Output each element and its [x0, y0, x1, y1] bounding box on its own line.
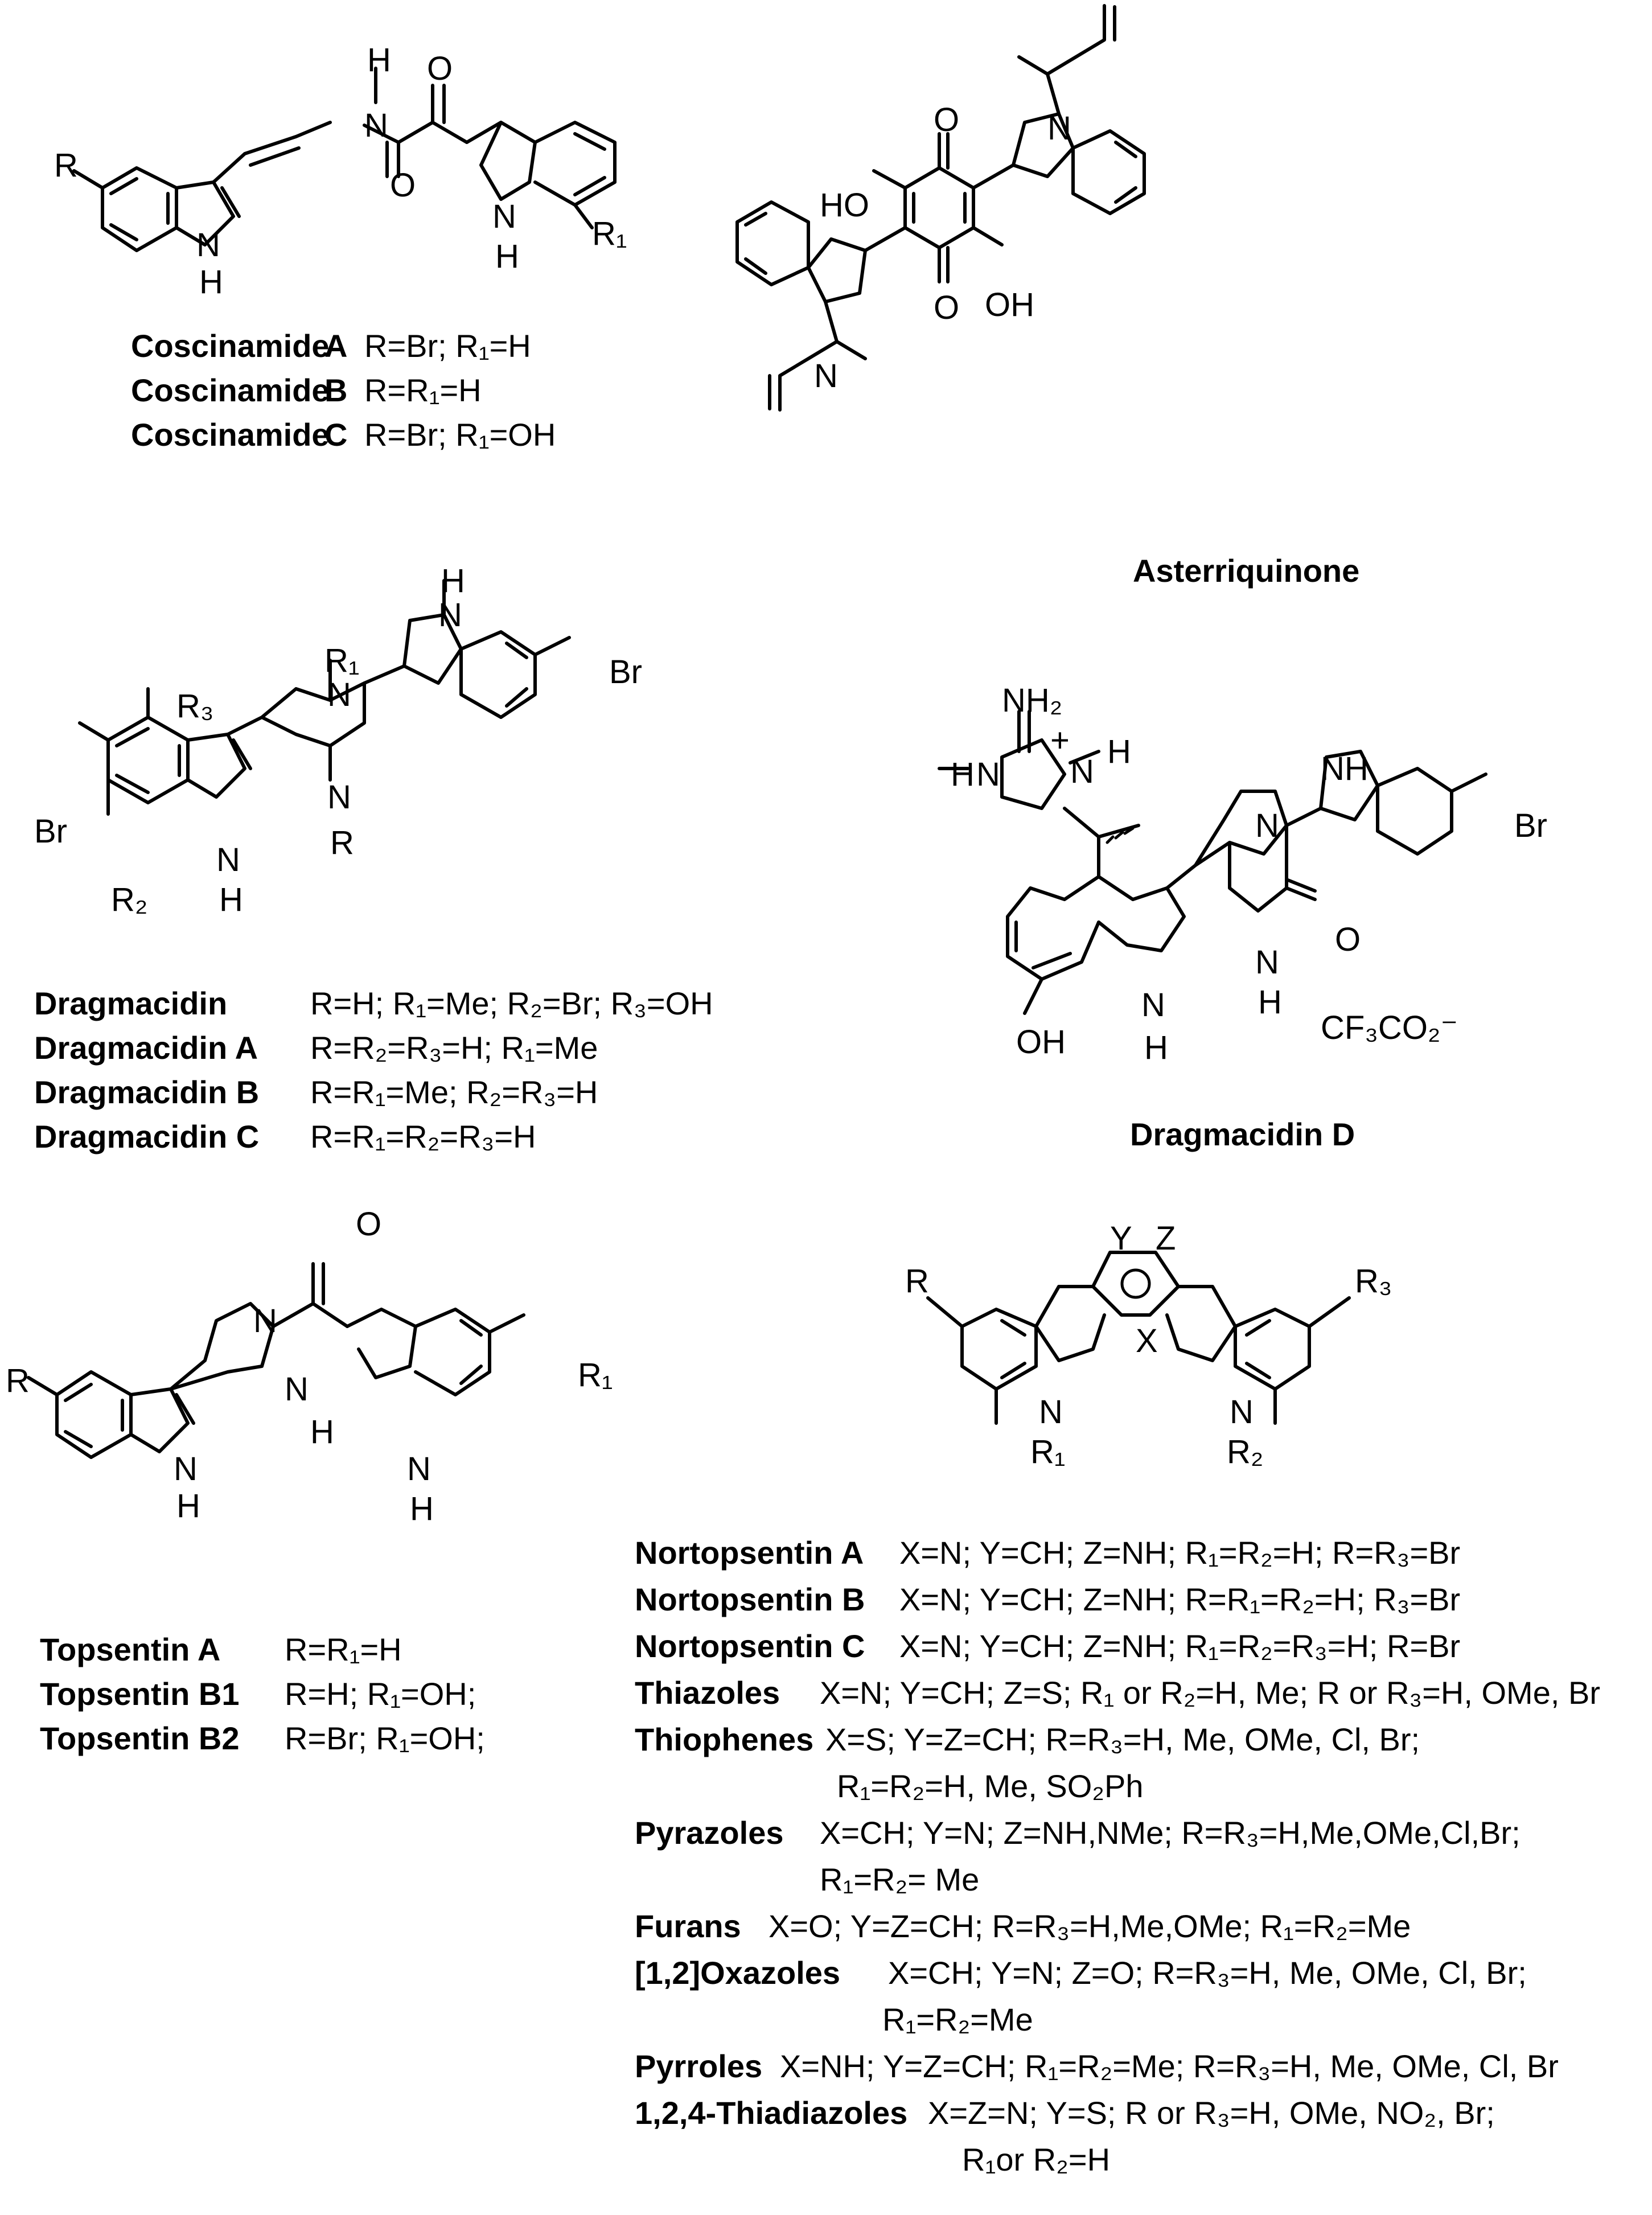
- compound-name: Coscinamide: [131, 417, 330, 453]
- compound-class-name: 1,2,4-Thiadiazoles: [635, 2095, 908, 2131]
- charge-plus-label: +: [1050, 722, 1070, 759]
- atom-h-label: H: [495, 238, 519, 275]
- compound-name: Topsentin B1: [40, 1676, 240, 1712]
- substituent-text: R₁=R₂=H, Me, SO₂Ph: [837, 1768, 1144, 1804]
- atom-n-label: N: [976, 756, 1000, 793]
- atom-h-label: H: [1144, 1029, 1168, 1066]
- atom-br-label: Br: [1514, 807, 1547, 844]
- substituent-text: X=N; Y=CH; Z=S; R₁ or R₂=H, Me; R or R₃=H, OMe, Br: [820, 1675, 1600, 1711]
- atom-r1-label: R₁: [324, 642, 360, 679]
- atom-br-label: Br: [34, 813, 67, 850]
- atom-r1-label: R₁: [592, 215, 627, 252]
- atom-n-label: N: [253, 1302, 277, 1339]
- atom-r1-label: R₁: [1030, 1433, 1066, 1470]
- atom-h-label: H: [176, 1487, 200, 1524]
- coscinamide-structure: [74, 68, 615, 250]
- compound-class-name: Nortopsentin C: [635, 1628, 865, 1664]
- substituent-text: R₁or R₂=H: [962, 2142, 1111, 2177]
- substituent-text: X=CH; Y=N; Z=NH,NMe; R=R₃=H,Me,OMe,Cl,Br;: [820, 1815, 1521, 1851]
- atom-oh-label: OH: [985, 286, 1034, 323]
- dragmacidin-d-structure: [939, 712, 1486, 1013]
- atom-n-label: N: [1255, 944, 1279, 981]
- atom-o-label: O: [934, 289, 960, 326]
- atom-r2-label: R₂: [111, 881, 148, 918]
- atom-labels: [6, 42, 1547, 1527]
- substituent-text: R=R₁=H: [364, 372, 482, 408]
- compound-class-name: Thiophenes: [635, 1721, 814, 1757]
- atom-br-label: Br: [609, 654, 642, 691]
- atom-n-label: N: [814, 357, 838, 394]
- atom-nh2-label: NH₂: [1002, 682, 1063, 719]
- substituent-text: R=H; R₁=Me; R₂=Br; R₃=OH: [310, 985, 713, 1021]
- substituent-text: R₁=R₂=Me: [882, 2002, 1033, 2037]
- atom-h-label: H: [199, 264, 223, 301]
- compound-letter: A: [324, 328, 348, 364]
- atom-r3-label: R₃: [176, 688, 214, 725]
- substituent-text: X=CH; Y=N; Z=O; R=R₃=H, Me, OMe, Cl, Br;: [888, 1955, 1527, 1991]
- atom-n-label: N: [438, 597, 462, 634]
- atom-n-label: N: [1141, 987, 1165, 1024]
- atom-r3-label: R₃: [1355, 1263, 1392, 1300]
- atom-h-label: H: [410, 1490, 434, 1527]
- atom-n-label: N: [1255, 807, 1279, 844]
- compound-class-name: Thiazoles: [635, 1675, 780, 1711]
- atom-n-label: N: [327, 779, 351, 816]
- substituent-text: X=NH; Y=Z=CH; R₁=R₂=Me; R=R₃=H, Me, OMe, Cl, Br: [780, 2048, 1559, 2084]
- atom-n-label: N: [327, 676, 351, 713]
- atom-h-label: H: [310, 1413, 334, 1450]
- atom-n-label: N: [285, 1371, 309, 1408]
- atom-o-label: O: [427, 50, 453, 87]
- compound-name: Topsentin B2: [40, 1720, 240, 1756]
- atom-h-label: H: [367, 42, 391, 79]
- compound-name: Dragmacidin: [34, 985, 228, 1021]
- atom-h-label: H: [219, 881, 243, 918]
- dragmacidin-structure: [80, 581, 569, 814]
- atom-n-label: N: [1047, 110, 1071, 147]
- atom-n-label: N: [216, 841, 240, 878]
- compound-class-name: Nortopsentin A: [635, 1535, 864, 1571]
- substituent-text: R=H; R₁=OH;: [285, 1676, 476, 1712]
- compound-name: Coscinamide: [131, 372, 330, 408]
- asterriquinone-structure: [737, 6, 1144, 410]
- atom-o-label: O: [934, 101, 960, 138]
- atom-r2-label: R₂: [1227, 1433, 1264, 1470]
- substituent-text: R=Br; R₁=H: [364, 328, 531, 364]
- atom-r-label: R: [905, 1263, 929, 1300]
- atom-r1-label: R₁: [578, 1357, 613, 1394]
- substituent-text: R=R₂=R₃=H; R₁=Me: [310, 1030, 598, 1066]
- atom-ho-label: HO: [820, 187, 869, 224]
- compound-name: Topsentin A: [40, 1632, 221, 1667]
- counterion-label: CF₃CO₂⁻: [1321, 1009, 1458, 1046]
- compound-class-name: [1,2]Oxazoles: [635, 1955, 841, 1991]
- compound-name: Dragmacidin C: [34, 1119, 260, 1154]
- substituent-text: X=N; Y=CH; Z=NH; R₁=R₂=H; R=R₃=Br: [899, 1535, 1461, 1571]
- compound-class-name: Furans: [635, 1908, 741, 1944]
- atom-n-label: N: [1070, 753, 1094, 790]
- compound-name: Coscinamide: [131, 328, 330, 364]
- atom-n-label: N: [407, 1450, 431, 1487]
- atom-nh-label: NH: [1321, 750, 1369, 787]
- atom-o-label: O: [1335, 921, 1361, 958]
- atom-oh-label: OH: [1016, 1024, 1066, 1061]
- atom-h-label: H: [1258, 984, 1282, 1021]
- compound-name: Dragmacidin A: [34, 1030, 258, 1066]
- dragmacidin-d-caption: Dragmacidin D: [1130, 1116, 1355, 1152]
- substituent-text: X=Z=N; Y=S; R or R₃=H, OMe, NO₂, Br;: [928, 2095, 1495, 2131]
- topsentin-structure: [28, 1264, 524, 1457]
- atom-y-label: Y: [1110, 1220, 1132, 1257]
- compound-letter: B: [324, 372, 348, 408]
- atom-n-label: N: [1230, 1394, 1254, 1431]
- compound-class-name: Pyrroles: [635, 2048, 763, 2084]
- atom-r-label: R: [54, 147, 78, 184]
- substituent-text: R=R₁=Me; R₂=R₃=H: [310, 1074, 598, 1110]
- atom-x-label: X: [1136, 1322, 1158, 1359]
- asterriquinone-caption: Asterriquinone: [1133, 553, 1360, 589]
- atom-h-label: H: [1107, 733, 1131, 770]
- substituent-text: X=O; Y=Z=CH; R=R₃=H,Me,OMe; R₁=R₂=Me: [769, 1908, 1411, 1944]
- substituent-text: R=Br; R₁=OH;: [285, 1720, 485, 1756]
- atom-r-label: R: [6, 1362, 30, 1399]
- compound-class-name: Pyrazoles: [635, 1815, 784, 1851]
- substituent-text: X=N; Y=CH; Z=NH; R₁=R₂=R₃=H; R=Br: [899, 1628, 1461, 1664]
- compound-letter: C: [324, 417, 348, 453]
- substituent-text: R=R₁=R₂=R₃=H: [310, 1119, 536, 1154]
- atom-h-label: H: [951, 756, 975, 793]
- atom-h-label: H: [441, 562, 465, 599]
- substituent-text: X=N; Y=CH; Z=NH; R=R₁=R₂=H; R₃=Br: [899, 1581, 1461, 1617]
- atom-z-label: Z: [1156, 1220, 1176, 1257]
- atom-n-label: N: [1039, 1394, 1063, 1431]
- compound-class-name: Nortopsentin B: [635, 1581, 865, 1617]
- atom-n-label: N: [174, 1450, 198, 1487]
- atom-n-label: N: [492, 198, 516, 235]
- substituent-text: X=S; Y=Z=CH; R=R₃=H, Me, OMe, Cl, Br;: [825, 1721, 1420, 1757]
- atom-n-label: N: [196, 227, 220, 264]
- atom-r-label: R: [330, 824, 354, 861]
- substituent-text: R=Br; R₁=OH: [364, 417, 556, 453]
- atom-o-label: O: [390, 167, 416, 204]
- atom-o-label: O: [356, 1206, 382, 1243]
- compound-name: Dragmacidin B: [34, 1074, 260, 1110]
- substituent-text: R₁=R₂= Me: [820, 1861, 980, 1897]
- atom-n-label: N: [364, 107, 388, 144]
- substituent-text: R=R₁=H: [285, 1632, 402, 1667]
